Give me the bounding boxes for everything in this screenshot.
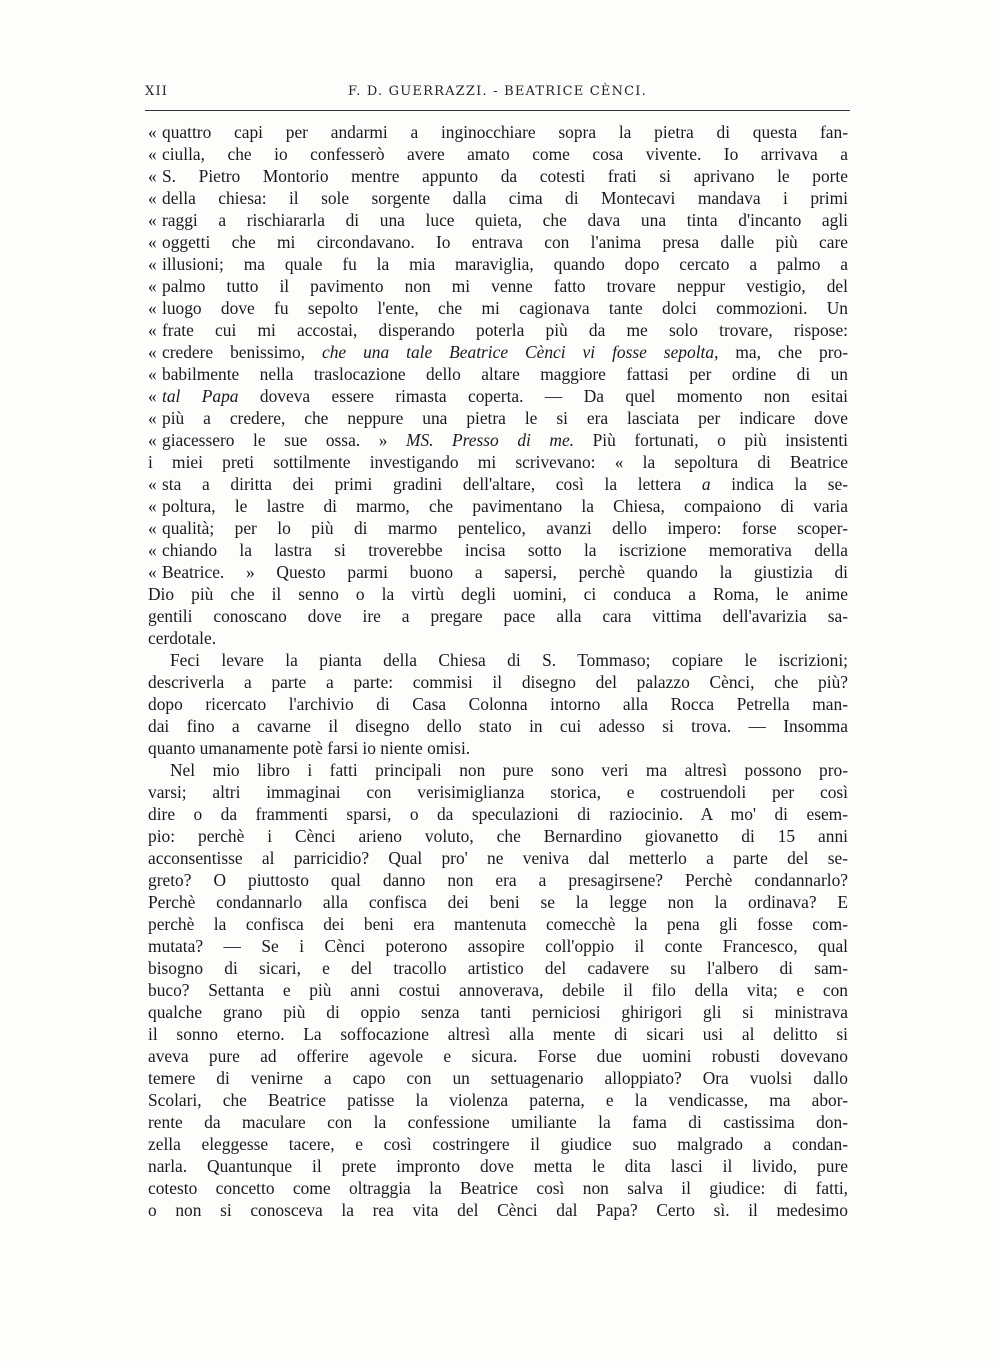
text-line (148, 803, 848, 825)
line-text: indica la se- (710, 474, 848, 494)
line-text: il sonno eterno. La soffocazione altresì alla mente di sicari usi al delitto si (148, 1024, 848, 1044)
text-line (148, 429, 848, 451)
guillemet-mark: « (148, 144, 157, 164)
text-line (148, 143, 848, 165)
text-line (148, 473, 848, 495)
text-line (148, 495, 848, 517)
line-text: buco? Settanta e più anni costui annoverava, debile il filo della vita; e con (148, 980, 848, 1000)
line-text: doveva essere rimasta coperta. — Da quel momento non esitai (238, 386, 848, 406)
italic-phrase: a (701, 474, 711, 494)
line-text: sta a diritta dei primi gradini dell'altare, così la lettera (162, 474, 702, 494)
guillemet-mark: « (148, 386, 157, 406)
text-line (148, 627, 848, 649)
text-line (148, 1133, 848, 1155)
line-text: acconsentisse al parricidio? Qual pro' ne veniva dal metterlo a parte del se- (148, 848, 848, 868)
text-line (148, 1001, 848, 1023)
text-line (148, 649, 848, 671)
line-text: luogo dove fu sepolto l'ente, che mi cagionava tante dolci commozioni. Un (162, 298, 848, 318)
text-line (148, 1067, 848, 1089)
text-line (148, 1111, 848, 1133)
italic-phrase: che una tale Beatrice Cènci vi fosse sepolta (321, 342, 715, 362)
guillemet-mark: « (148, 496, 157, 516)
line-text: gentili conoscano dove ire a pregare pace alla cara vittima dell'avarizia sa- (148, 606, 848, 626)
text-line (148, 847, 848, 869)
text-line (148, 1089, 848, 1111)
text-line (148, 583, 848, 605)
line-text: cerdotale. (148, 628, 217, 648)
text-line (148, 121, 848, 143)
line-text: Nel mio libro i fatti principali non pure sono veri ma altresì possono pro- (170, 760, 848, 780)
line-text: varsi; altri immaginai con verisimiglianza storica, e costruendoli per così (148, 782, 848, 802)
line-text: ciulla, che io confesserò avere amato come cosa vivente. Io arrivava a (162, 144, 848, 164)
line-text: mutata? — Se i Cènci poterono assopire coll'oppio il conte Francesco, qual (148, 936, 848, 956)
line-text: aveva pure ad offerire agevole e sicura. Forse due uomini robusti dovevano (148, 1046, 848, 1066)
line-text: credere benissimo, (162, 342, 322, 362)
line-text: bisogno di sicari, e del tracollo artistico del cadavere su l'albero di sam- (148, 958, 848, 978)
guillemet-mark: « (148, 232, 157, 252)
text-line (148, 1045, 848, 1067)
text-line (148, 913, 848, 935)
line-text: S. Pietro Montorio mentre appunto da cotesti frati si aprivano le porte (162, 166, 848, 186)
line-text: descriverla a parte a parte: commisi il disegno del palazzo Cènci, che più? (148, 672, 848, 692)
text-line (148, 957, 848, 979)
guillemet-mark: « (148, 166, 157, 186)
guillemet-mark: « (148, 474, 157, 494)
text-line (148, 825, 848, 847)
text-line (148, 781, 848, 803)
line-text: della chiesa: il sole sorgente dalla cima di Montecavi mandava i primi (162, 188, 848, 208)
text-line (148, 363, 848, 385)
line-text: cotesto concetto come oltraggia la Beatrice così non salva il giudice: di fatti, (148, 1178, 848, 1198)
line-text: poltura, le lastre di marmo, che pavimentano la Chiesa, compaiono di varia (162, 496, 848, 516)
text-line (148, 1023, 848, 1045)
line-text: i miei preti sottilmente investigando mi scrivevano: « la sepoltura di Beatrice (148, 452, 848, 472)
italic-phrase: tal Papa (162, 386, 239, 406)
text-line (148, 737, 848, 759)
text-line (148, 1155, 848, 1177)
line-text: , ma, che pro- (714, 342, 849, 362)
line-text: perchè la confisca dei beni era mantenuta comecchè la pena gli fosse com- (148, 914, 848, 934)
text-line (148, 253, 848, 275)
text-line (148, 935, 848, 957)
guillemet-mark: « (148, 342, 157, 362)
line-text: narla. Quantunque il prete impronto dove metta le dita lasci il livido, pure (148, 1156, 848, 1176)
guillemet-mark: « (148, 562, 157, 582)
line-text: oggetti che mi circondavano. Io entrava con l'anima presa dalle più care (162, 232, 848, 252)
line-text: greto? O piuttosto qual danno non era a presagirsene? Perchè condannarlo? (148, 870, 848, 890)
guillemet-mark: « (148, 408, 157, 428)
text-line (148, 165, 848, 187)
line-text: dopo ricercato l'archivio di Casa Colonna intorno alla Rocca Petrella man- (148, 694, 848, 714)
line-text: temere di venirne a capo con un settuagenario alloppiato? Ora vuolsi dallo (148, 1068, 848, 1088)
text-line (148, 715, 848, 737)
page-number: XII (145, 84, 169, 99)
guillemet-mark: « (148, 364, 157, 384)
text-line (148, 693, 848, 715)
text-line (148, 671, 848, 693)
line-text: qualità; per lo più di marmo pentelico, avanzi dello impero: forse scoper- (162, 518, 848, 538)
body-text (148, 121, 848, 1221)
guillemet-mark: « (148, 122, 157, 142)
text-line (148, 209, 848, 231)
text-line (148, 275, 848, 297)
text-line (148, 297, 848, 319)
text-line (148, 451, 848, 473)
line-text: dai fino a cavarne il disegno dello stato in cui adesso si trova. — Insomma (148, 716, 848, 736)
italic-phrase: MS. Presso di me. (405, 430, 575, 450)
line-text: o non si conosceva la rea vita del Cènci dal Papa? Certo sì. il medesimo (148, 1200, 848, 1220)
line-text: illusioni; ma quale fu la mia maraviglia, quando dopo cercato a palmo a (162, 254, 848, 274)
line-text: Scolari, che Beatrice patisse la violenza paterna, e la vendicasse, ma abor- (148, 1090, 848, 1110)
line-text: giacessero le sue ossa. » (162, 430, 406, 450)
line-text: zella eleggesse tacere, e così costringere il giudice suo malgrado a condan- (148, 1134, 848, 1154)
line-text: Più fortunati, o più insistenti (574, 430, 849, 450)
line-text: Beatrice. » Questo parmi buono a sapersi, perchè quando la giustizia di (162, 562, 848, 582)
text-line (148, 979, 848, 1001)
line-text: pio: perchè i Cènci arieno voluto, che Bernardino giovanetto di 15 anni (148, 826, 848, 846)
guillemet-mark: « (148, 320, 157, 340)
line-text: raggi a rischiararla di una luce quieta, che dava una tinta d'incanto agli (162, 210, 848, 230)
text-line (148, 759, 848, 781)
guillemet-mark: « (148, 276, 157, 296)
text-line (148, 561, 848, 583)
line-text: qualche grano più di oppio senza tanti perniciosi ghirigori gli si ministrava (148, 1002, 848, 1022)
text-line (148, 341, 848, 363)
text-line (148, 187, 848, 209)
text-line (148, 869, 848, 891)
line-text: dire o da frammenti sparsi, o da speculazioni di raziocinio. A mo' di esem- (148, 804, 848, 824)
text-line (148, 539, 848, 561)
guillemet-mark: « (148, 430, 157, 450)
line-text: babilmente nella traslocazione dello altare maggiore fattasi per ordine di un (162, 364, 848, 384)
line-text: Perchè condannarlo alla confisca dei beni se la legge non la ordinava? E (148, 892, 848, 912)
header-rule (145, 110, 850, 111)
guillemet-mark: « (148, 254, 157, 274)
page-header (145, 84, 850, 106)
guillemet-mark: « (148, 298, 157, 318)
guillemet-mark: « (148, 540, 157, 560)
text-line (148, 385, 848, 407)
text-line (148, 231, 848, 253)
line-text: palmo tutto il pavimento non mi venne fatto trovare neppur vestigio, del (162, 276, 848, 296)
text-line (148, 517, 848, 539)
line-text: Dio più che il senno o la virtù degli uomini, ci conduca a Roma, le anime (148, 584, 848, 604)
line-text: quattro capi per andarmi a inginocchiare sopra la pietra di questa fan- (162, 122, 848, 142)
running-title: F. D. GUERRAZZI. - BEATRICE CÈNCI. (348, 84, 647, 99)
line-text: Feci levare la pianta della Chiesa di S. Tommaso; copiare le iscrizioni; (170, 650, 848, 670)
text-line (148, 407, 848, 429)
line-text: quanto umanamente potè farsi io niente omisi. (148, 738, 471, 758)
text-line (148, 1199, 848, 1221)
text-line (148, 1177, 848, 1199)
guillemet-mark: « (148, 518, 157, 538)
line-text: chiando la lastra si troverebbe incisa sotto la iscrizione memorativa della (162, 540, 848, 560)
guillemet-mark: « (148, 210, 157, 230)
text-line (148, 891, 848, 913)
line-text: più a credere, che neppure una pietra le si era lasciata per indicare dove (162, 408, 848, 428)
line-text: rente da maculare con la confessione umiliante la fama di castissima don- (148, 1112, 848, 1132)
guillemet-mark: « (148, 188, 157, 208)
text-line (148, 605, 848, 627)
text-line (148, 319, 848, 341)
line-text: frate cui mi accostai, disperando poterla più da me solo trovare, rispose: (162, 320, 848, 340)
